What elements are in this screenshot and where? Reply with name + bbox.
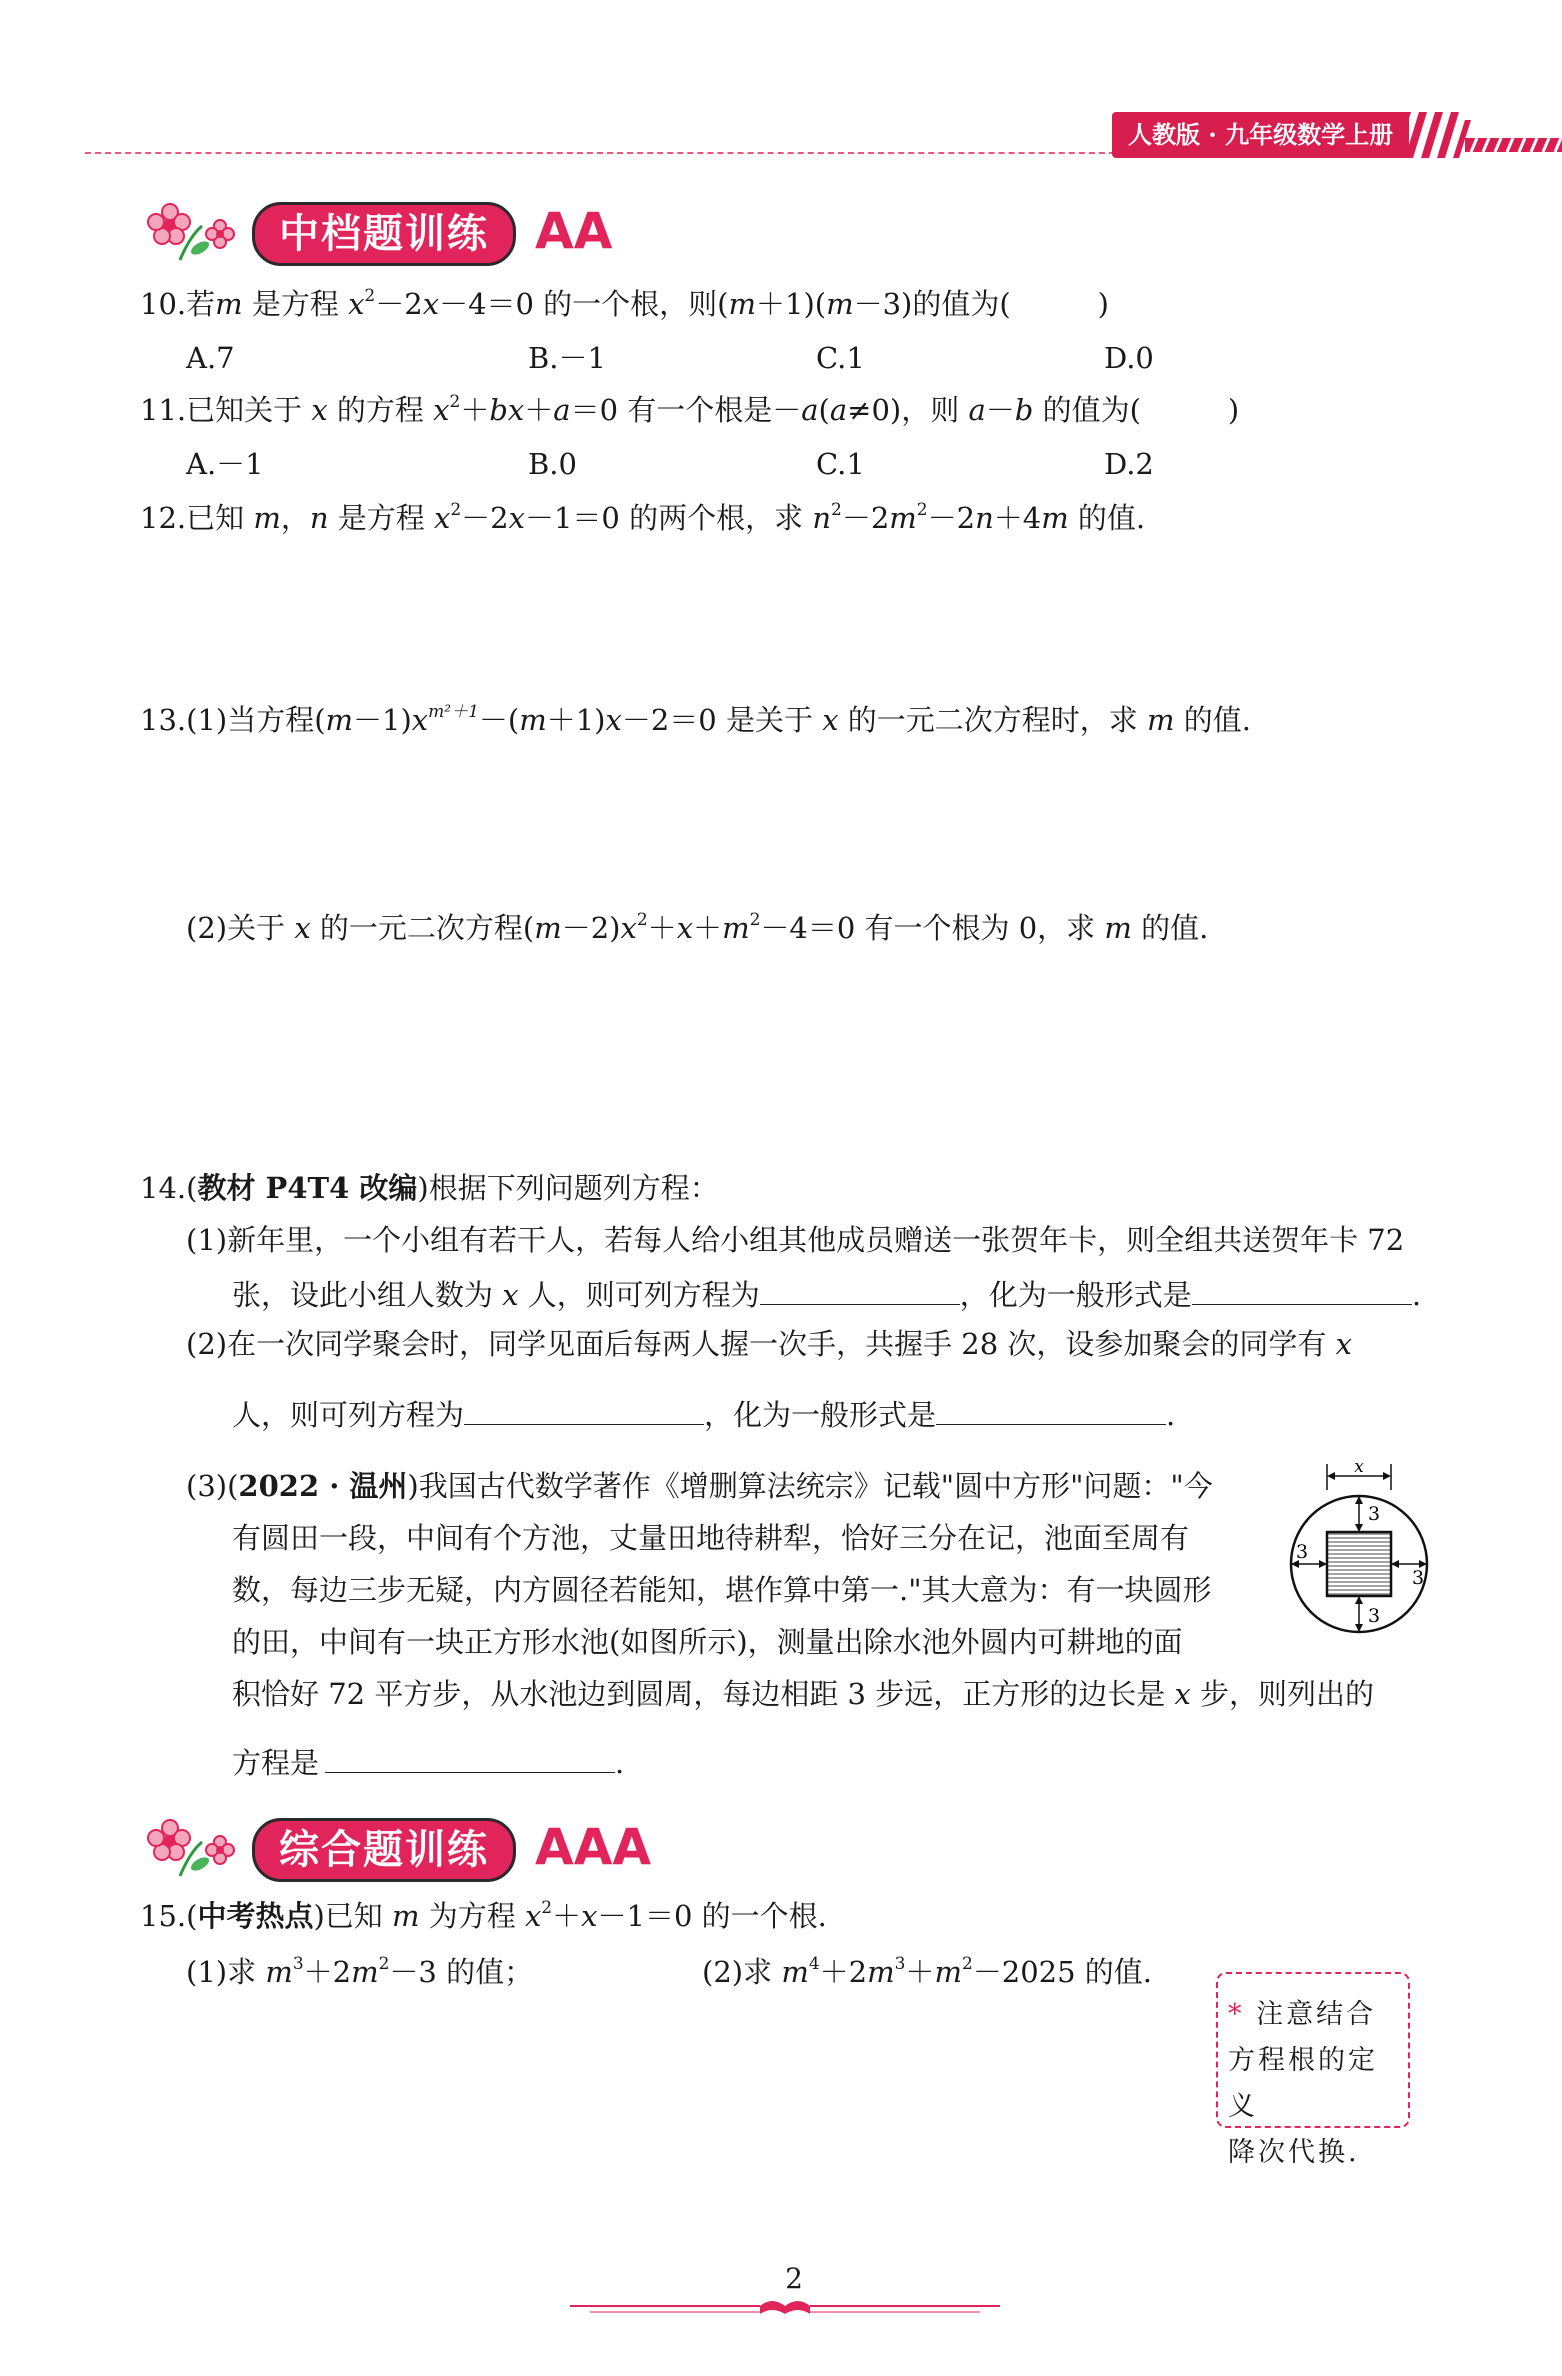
q11-option-c: C.1 (816, 447, 865, 481)
fig-label-bottom: 3 (1368, 1605, 1381, 1627)
star-icon: * (1228, 1999, 1245, 2030)
question-15: 15.(中考热点)已知 m 为方程 $x^2+x-1=0$ 的一个根. (140, 1898, 827, 1933)
section-level: AAA (535, 1818, 652, 1876)
section-level: AA (535, 202, 613, 260)
q10-option-d: D.0 (1104, 341, 1154, 375)
answer-blank[interactable] (760, 1274, 960, 1305)
q10-option-c: C.1 (816, 341, 865, 375)
header-stripes (1385, 110, 1562, 160)
q14-part-3-line-6: 方程是 . (232, 1742, 624, 1783)
question-10: 10.若m 是方程 $x^2-2x-4=0$ 的一个根，则(m＋1)(m－3)的值为( ) (140, 286, 1109, 321)
circle-square-figure (1284, 1460, 1434, 1640)
flower-icon (140, 1812, 250, 1882)
answer-blank[interactable] (936, 1394, 1166, 1425)
question-11: 11.已知关于 x 的方程 $x^2+bx+a=0$ 有一个根是－a(a≠0)，则 a－b 的值为( ) (140, 392, 1240, 427)
question-12: 12.已知 m，n 是方程 $x^2-2x-1=0$ 的两个根，求 $n^2-2m^2-2n+4m$ 的值. (140, 500, 1146, 535)
question-13-part-1: 13.(1)当方程$(m-1)x^{m^2+1}-(m+1)x-2=0$ 是关于 x 的一元二次方程时，求 m 的值. (140, 702, 1251, 737)
q14-part-1-line-1: (1)新年里，一个小组有若干人，若每人给小组其他成员赠送一张贺年卡，则全组共送贺年卡 72 (186, 1223, 1405, 1257)
question-13-part-2: (2)关于 x 的一元二次方程$(m-2)x^2+x+m^2-4=0$ 有一个根为 0，求 m 的值. (186, 910, 1209, 945)
header-title: 人教版 · 九年级数学上册 (1112, 112, 1409, 158)
answer-blank[interactable] (464, 1394, 704, 1425)
q14-part-3-line-4: 的田，中间有一块正方形水池(如图所示)，测量出除水池外圆内可耕地的面 (232, 1625, 1183, 1659)
q14-part-3-line-5: 积恰好 72 平方步，从水池边到圆周，每边相距 3 步远，正方形的边长是 x 步，则列出的 (232, 1677, 1375, 1711)
fig-label-top: 3 (1368, 1503, 1381, 1525)
answer-blank[interactable] (1192, 1274, 1412, 1305)
q14-part-3-line-1: (3)(2022 · 温州)我国古代数学著作《增删算法统宗》记载"圆中方形"问题："今 (186, 1469, 1213, 1503)
section-banner-medium (140, 196, 660, 266)
q14-part-3-line-2: 有圆田一段，中间有个方池，丈量田地待耕犁，恰好三分在记，池面至周有 (232, 1521, 1190, 1555)
q14-part-3-line-3: 数，每边三步无疑，内方圆径若能知，堪作算中第一."其大意为：有一块圆形 (232, 1573, 1212, 1607)
q14-part-2-line-2: 人，则可列方程为 ，化为一般形式是 . (232, 1394, 1175, 1435)
q11-option-d: D.2 (1104, 447, 1154, 481)
flower-icon (140, 196, 250, 266)
q14-part-1-line-2: 张，设此小组人数为 x 人，则可列方程为 ，化为一般形式是 . (232, 1274, 1421, 1315)
answer-blank[interactable] (325, 1742, 615, 1773)
section-title: 综合题训练 (252, 1818, 516, 1882)
section-title: 中档题训练 (252, 202, 516, 266)
page-number: 2 (785, 2262, 803, 2295)
q11-option-b: B.0 (528, 447, 577, 481)
fig-label-left: 3 (1296, 1541, 1309, 1563)
question-15-part-2: (2)求 $m^4+2m^3+m^2-2025$ 的值. (702, 1954, 1153, 1989)
q10-option-a: A.7 (186, 341, 235, 375)
hint-text: * 注意结合 方程根的定义 降次代换. (1228, 1999, 1378, 2168)
q11-option-a: A.－1 (186, 447, 264, 481)
question-14: 14.(教材 P4T4 改编)根据下列问题列方程： (140, 1171, 719, 1205)
q14-part-2-line-1: (2)在一次同学聚会时，同学见面后每两人握一次手，共握手 28 次，设参加聚会的同学有 x (186, 1327, 1352, 1361)
question-15-part-1: (1)求 $m^3+2m^2-3$ 的值； (186, 1954, 534, 1989)
fig-label-x: x (1354, 1460, 1364, 1477)
q10-option-b: B.－1 (528, 341, 606, 375)
section-banner-comprehensive (140, 1812, 700, 1882)
header-divider (85, 152, 1115, 154)
fig-label-right: 3 (1412, 1567, 1425, 1589)
